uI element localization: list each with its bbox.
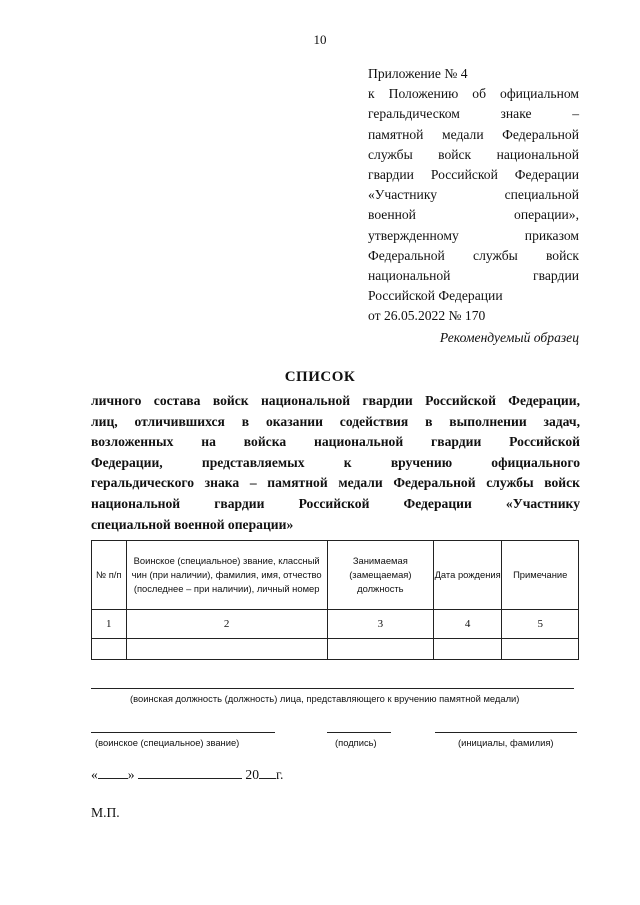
position-label: (воинская должность (должность) лица, представляющего к вручению памятной медали) bbox=[130, 693, 520, 704]
document-title: СПИСОК bbox=[284, 369, 356, 385]
name-signature-line[interactable] bbox=[435, 732, 577, 733]
table-cell[interactable] bbox=[433, 639, 502, 660]
appendix-line: утвержденному приказом bbox=[368, 227, 579, 243]
subtitle-line: геральдического знака – памятной медали Федеральной службы войск bbox=[91, 475, 580, 491]
month-blank[interactable] bbox=[138, 766, 242, 779]
date-line bbox=[91, 766, 283, 783]
year-suffix: г. bbox=[276, 767, 284, 782]
date-open-quote: « bbox=[91, 767, 98, 782]
subtitle-line: национальной гвардии Российской Федерации «Участнику bbox=[91, 495, 580, 511]
header-position: Занимаемая (замещаемая) должность bbox=[327, 541, 433, 610]
subtitle-line: Федерации, представляемых к вручению официального bbox=[91, 454, 580, 470]
rank-signature-line[interactable] bbox=[91, 732, 275, 733]
column-number: 3 bbox=[327, 610, 433, 639]
document-subtitle bbox=[91, 391, 580, 535]
date-close-quote: » bbox=[127, 767, 135, 782]
subtitle-line: личного состава войск национальной гвардии Российской Федерации, bbox=[91, 393, 580, 408]
day-blank[interactable] bbox=[98, 766, 128, 779]
table-cell[interactable] bbox=[502, 639, 579, 660]
year-prefix: 20 bbox=[245, 767, 259, 782]
sign-label: (подпись) bbox=[335, 737, 377, 748]
appendix-line: памятной медали Федеральной bbox=[368, 126, 579, 142]
subtitle-line: лиц, отличившихся в оказании содействия в выполнении задач, bbox=[91, 413, 580, 429]
appendix-line: к Положению об официальном bbox=[368, 86, 579, 102]
appendix-line: гвардии Российской Федерации bbox=[368, 167, 579, 183]
appendix-line: Российской Федерации bbox=[368, 288, 503, 304]
table-cell[interactable] bbox=[126, 639, 327, 660]
appendix-line: геральдическом знаке – bbox=[368, 106, 579, 122]
table-cell[interactable] bbox=[327, 639, 433, 660]
subtitle-line: специальной военной операции» bbox=[91, 516, 294, 532]
personnel-list-table bbox=[91, 540, 579, 660]
sign-signature-line[interactable] bbox=[327, 732, 391, 733]
name-label: (инициалы, фамилия) bbox=[458, 737, 554, 748]
table-column-number-row bbox=[92, 610, 579, 639]
recommended-sample-note: Рекомендуемый образец bbox=[439, 330, 579, 345]
table-header-row bbox=[92, 541, 579, 610]
subtitle-line: возложенных на войска национальной гвардии Российской bbox=[91, 434, 580, 450]
position-signature-line[interactable] bbox=[91, 688, 574, 689]
appendix-line: Федеральной службы войск bbox=[368, 247, 579, 263]
header-number: № п/п bbox=[92, 541, 127, 610]
page-number: 10 bbox=[313, 32, 327, 47]
appendix-line: военной операции», bbox=[368, 207, 579, 223]
header-note: Примечание bbox=[502, 541, 579, 610]
column-number: 1 bbox=[92, 610, 127, 639]
column-number: 4 bbox=[433, 610, 502, 639]
appendix-line: службы войск национальной bbox=[368, 146, 579, 162]
appendix-block bbox=[368, 64, 579, 327]
column-number: 5 bbox=[502, 610, 579, 639]
appendix-line: Приложение № 4 bbox=[368, 66, 468, 81]
appendix-line: от 26.05.2022 № 170 bbox=[368, 308, 486, 324]
rank-label: (воинское (специальное) звание) bbox=[95, 737, 240, 748]
header-rank-name: Воинское (специальное) звание, классный чин (при наличии), фамилия, имя, отчество (последнее – при наличии), личный номер bbox=[126, 541, 327, 610]
stamp-place: М.П. bbox=[91, 805, 120, 820]
column-number: 2 bbox=[126, 610, 327, 639]
appendix-line: «Участнику специальной bbox=[368, 187, 579, 203]
year-blank[interactable] bbox=[259, 766, 276, 779]
table-row bbox=[92, 639, 579, 660]
appendix-line: национальной гвардии bbox=[368, 268, 579, 284]
table-cell[interactable] bbox=[92, 639, 127, 660]
header-birth-date: Дата рождения bbox=[433, 541, 502, 610]
